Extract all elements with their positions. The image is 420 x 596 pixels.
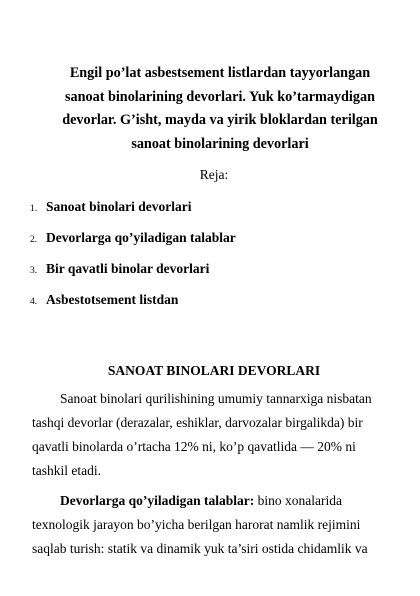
plan-item-label: Devorlarga qo’yiladigan talablar <box>46 230 236 245</box>
plan-item-label: Asbestotsement listdan <box>46 292 179 307</box>
body-paragraph: Sanoat binolari qurilishining umumiy tannarxiga nisbatan tashqi devorlar (derazalar, eshiklar, darvozalar birgalikda) bir qavatli binolarda o’rtacha 12% ni, ko’p qavatlida — 20% ni tashkil etadi. <box>32 391 372 478</box>
plan-item-label: Sanoat binolari devorlari <box>46 199 192 214</box>
plan-item-number: 2. <box>30 235 38 245</box>
plan-item <box>30 292 390 323</box>
body-paragraph <box>32 489 390 561</box>
plan-item <box>30 261 390 292</box>
plan-item-number: 3. <box>30 266 38 276</box>
plan-item <box>30 199 390 230</box>
plan-list <box>30 199 390 323</box>
document-title: Engil po’lat asbestsement listlardan tayyorlangan sanoat binolarining devorlari. Yuk ko’tarmaydigan devorlar. G’isht, mayda va yirik bloklardan terilgan sanoat binolarining devorlari <box>62 65 378 152</box>
plan-item-number: 1. <box>30 204 38 214</box>
plan-heading: Reja: <box>199 167 229 182</box>
plan-item-label: Bir qavatli binolar devorlari <box>46 261 210 276</box>
plan-item <box>30 230 390 261</box>
paragraph-lead: Devorlarga qo’yiladigan talablar: <box>60 493 255 508</box>
plan-item-number: 4. <box>30 297 38 307</box>
section-title: SANOAT BINOLARI DEVORLARI <box>107 363 321 378</box>
paragraph-text: bino xonalarida texnologik jarayon bo’yicha berilgan harorat namlik rejimini saqlab turish: statik va dinamik yuk ta’siri ostida chidamlik va <box>32 493 368 556</box>
